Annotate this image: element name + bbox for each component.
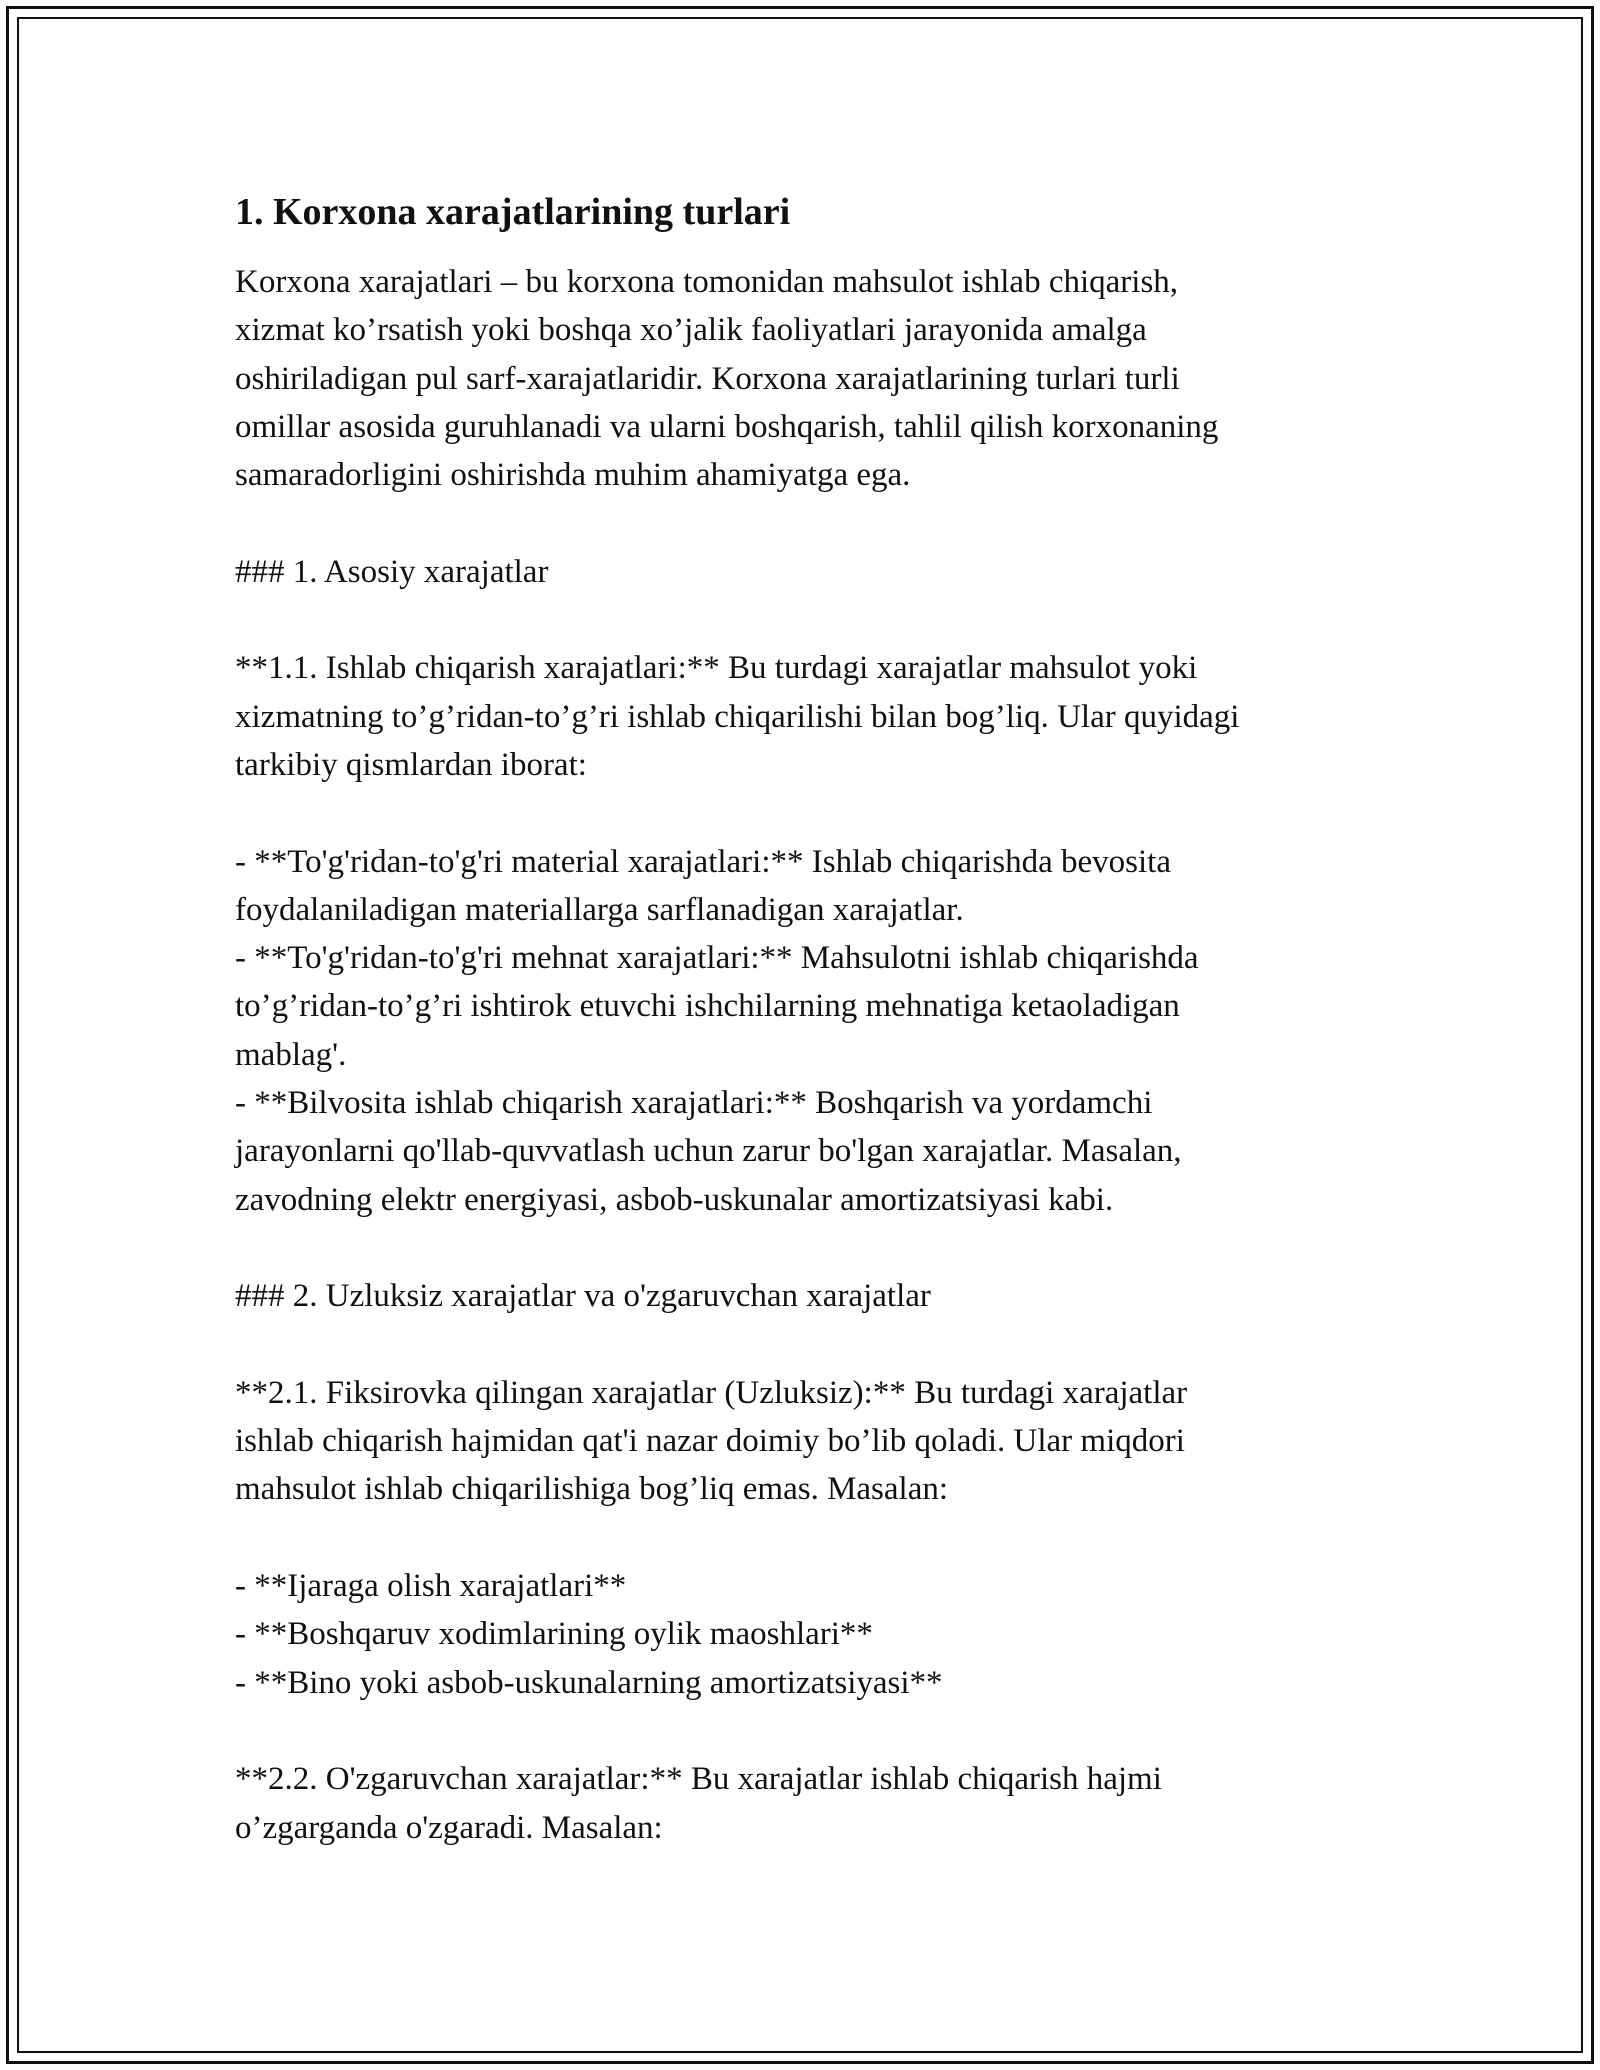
spacer <box>235 1321 1375 1369</box>
section-2-list: - **Ijaraga olish xarajatlari** - **Boshqaruv xodimlarining oylik maoshlari** - **Bino yoki asbob-uskunalarning amortizatsiyasi** <box>235 1568 943 1701</box>
document-body <box>235 188 1375 1852</box>
spacer <box>235 1707 1375 1755</box>
spacer <box>235 499 1375 547</box>
spacer <box>235 789 1375 837</box>
section-2-heading: ### 2. Uzluksiz xarajatlar va o'zgaruvchan xarajatlar <box>235 1278 931 1315</box>
section-1-heading: ### 1. Asosiy xarajatlar <box>235 553 549 590</box>
spacer <box>235 1514 1375 1562</box>
section-2-1-paragraph: **2.1. Fiksirovka qilingan xarajatlar (Uzluksiz):** Bu turdagi xarajatlar ishlab chiqarish hajmidan qat'i nazar doimiy bo’lib qoladi. Ular miqdori mahsulot ishlab chiqarilishiga bog’liq emas. Masalan: <box>235 1374 1188 1508</box>
spacer <box>235 1224 1375 1272</box>
document-title: 1. Korxona xarajatlarining turlari <box>235 191 791 233</box>
section-2-2-paragraph: **2.2. O'zgaruvchan xarajatlar:** Bu xarajatlar ishlab chiqarish hajmi o’zgarganda o'zgaradi. Masalan: <box>235 1761 1162 1846</box>
section-1-list: - **To'g'ridan-to'g'ri material xarajatlari:** Ishlab chiqarishda bevosita foydalaniladigan materiallarga sarflanadigan xarajatlar. - **To'g'ridan-to'g'ri mehnat xarajatlari:** Mahsulotni ishlab chiqarishda to’g’ridan-to’g’ri ishtirok etuvchi ishchilarning mehnatiga ketaoladigan mablag'. - **Bilvosita ishlab chiqarish xarajatlari:** Boshqarish va yordamchi jarayonlarni qo'llab-quvvatlash uchun zarur bo'lgan xarajatlar. Masalan, zavodning elektr energiyasi, asbob-uskunalar amortizatsiyasi kabi. <box>235 843 1199 1218</box>
intro-paragraph: Korxona xarajatlari – bu korxona tomonidan mahsulot ishlab chiqarish, xizmat ko’rsatish yoki boshqa xo’jalik faoliyatlari jarayonida amalga oshiriladigan pul sarf-xarajatlaridir. Korxona xarajatlarining turlari turli omillar asosida guruhlanadi va ularni boshqarish, tahlil qilish korxonaning samaradorligini oshirishda muhim ahamiyatga ega. <box>235 264 1219 494</box>
section-1-1-paragraph: **1.1. Ishlab chiqarish xarajatlari:** Bu turdagi xarajatlar mahsulot yoki xizmatning to’g’ridan-to’g’ri ishlab chiqarilishi bilan bog’liq. Ular quyidagi tarkibiy qismlardan iborat: <box>235 650 1240 783</box>
spacer <box>235 596 1375 644</box>
